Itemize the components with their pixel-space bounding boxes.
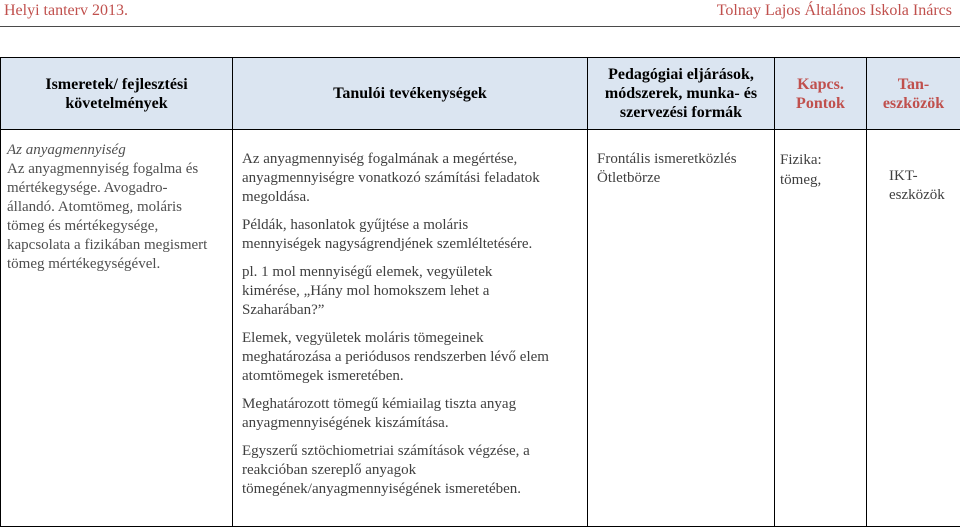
page-header [0, 0, 960, 27]
activity-line: megoldása. [242, 189, 310, 205]
header-line: Pedagógiai eljárások, [608, 66, 754, 83]
table-header-row [1, 58, 960, 130]
activity-line: Példák, hasonlatok gyűjtése a moláris [242, 217, 469, 233]
activity-line: kimérése, „Hány mol homokszem lehet a [242, 283, 490, 299]
activities-cell [233, 130, 588, 527]
header-line: Tanulói tevékenységek [333, 85, 487, 102]
activity-line: Elemek, vegyületek moláris tömegeinek [242, 330, 484, 346]
topic-line: tömeg mértékegységével. [7, 256, 161, 272]
curriculum-table [0, 57, 960, 527]
topic-line: tömeg és mértékegysége, [7, 218, 159, 234]
connections-cell [775, 130, 867, 527]
column-header-tools [867, 58, 960, 130]
activity-line: tömegének/anyagmennyiségének ismeretében. [242, 481, 522, 497]
activity-line: Az anyagmennyiség fogalmának a megértése, [242, 151, 518, 167]
column-header-connections [775, 58, 867, 130]
column-header-methods [588, 58, 775, 130]
header-line: Pontok [796, 94, 845, 112]
activity-line: Meghatározott tömegű kémiailag tiszta anyag [242, 396, 517, 412]
activity-line: reakcióban szereplő anyagok [242, 462, 417, 478]
activity-line: Egyszerű sztöchiometriai számítások végzése, a [242, 443, 530, 459]
activity-line: meghatározása a periódusos rendszerben lévő elem [242, 349, 549, 365]
activity-paragraph [242, 329, 583, 386]
activity-paragraph [242, 216, 583, 254]
header-line: Tan- [897, 75, 930, 93]
topic-line: Az anyagmennyiség fogalma és [7, 161, 199, 177]
method-item: Frontális ismeretközlés [597, 151, 737, 167]
topic-title: Az anyagmennyiség [7, 142, 126, 158]
activity-paragraph [242, 150, 583, 207]
method-item: Ötletbörze [597, 170, 661, 186]
activity-line: mennyiségek nagyságrendjének szemléltetésére. [242, 236, 533, 252]
connection-line: Fizika: [780, 152, 822, 168]
tools-cell [867, 130, 960, 527]
methods-cell [588, 130, 775, 527]
header-line: Ismeretek/ fejlesztési [45, 75, 188, 93]
tool-line: eszközök [889, 187, 945, 203]
activity-line: pl. 1 mol mennyiségű elemek, vegyületek [242, 264, 493, 280]
topic-line: állandó. Atomtömeg, moláris [7, 199, 182, 215]
tool-line: IKT- [889, 168, 918, 184]
topic-line: mértékegysége. Avogadro- [7, 180, 168, 196]
header-left-text: Helyi tanterv 2013. [4, 2, 128, 19]
topic-line: kapcsolata a fizikában megismert [7, 237, 208, 253]
header-line: szervezési formák [619, 104, 743, 121]
activity-paragraph [242, 442, 583, 499]
header-right-text: Tolnay Lajos Általános Iskola Inárcs [716, 2, 952, 19]
header-line: módszerek, munka- és [604, 85, 758, 102]
header-line: követelmények [65, 94, 168, 112]
header-line: eszközök [882, 94, 945, 112]
table-row [1, 130, 960, 527]
activity-line: Szaharában?” [242, 302, 325, 318]
column-header-activities [233, 58, 588, 130]
connection-line: tömeg, [780, 172, 822, 188]
header-line: Kapcs. [797, 75, 844, 93]
knowledge-cell [1, 130, 233, 527]
activity-paragraph [242, 263, 583, 320]
column-header-knowledge [1, 58, 233, 130]
activity-line: atomtömegek ismeretében. [242, 368, 404, 384]
activity-line: anyagmennyiségre vonatkozó számítási feladatok [242, 170, 540, 186]
activity-line: anyagmennyiségének kiszámítása. [242, 415, 449, 431]
activity-paragraph [242, 395, 583, 433]
